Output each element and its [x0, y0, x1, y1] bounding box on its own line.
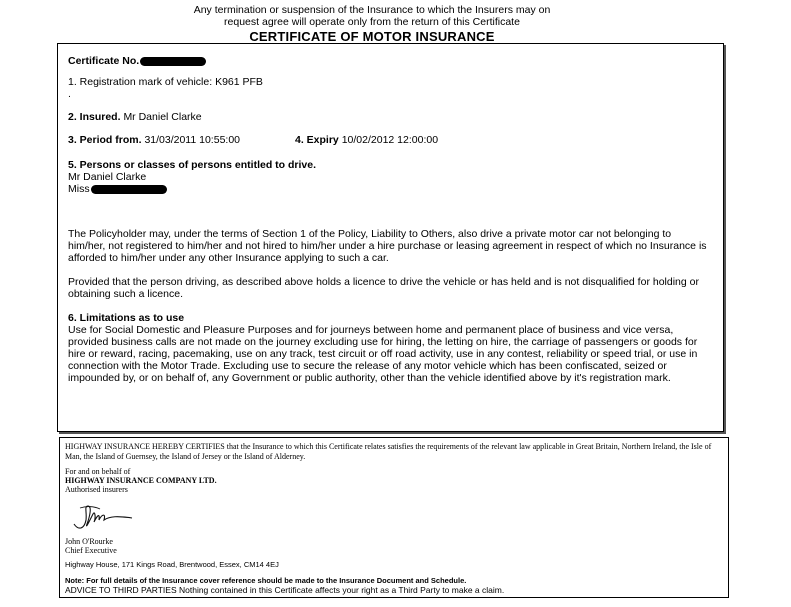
limitations-line: provided business calls are not made on the journey excluding use for hiring, the letting on hire, the carriage of passengers or goods for [68, 336, 698, 348]
policyholder-paragraph [68, 228, 718, 264]
termination-notice [0, 4, 744, 28]
certificate-title: CERTIFICATE OF MOTOR INSURANCE [249, 29, 495, 44]
licence-paragraph [68, 276, 718, 300]
para1-line: him/her, not registered to him/her and not hired to him/her under a hire purchase or leasing agreement in respect of which no Insurance is [68, 240, 707, 252]
registration-value: K961 PFB [215, 76, 263, 88]
limitations-line: impounded by, or on behalf of, any Government or public authority, other than the vehicle identified above by it's registration mark. [68, 372, 671, 384]
para1-line: afforded to him/her under any other Insurance applying to such a car. [68, 252, 389, 264]
limitations-line: hire or reward, racing, pacemaking, use on any track, test circuit or off road activity, use in any contest, reliability or speed trial, or use in [68, 348, 698, 360]
person-1: Mr Daniel Clarke [68, 171, 147, 183]
notice-line-1: Any termination or suspension of the Insurance to which the Insurers may on [193, 4, 551, 16]
persons-label: 5. Persons or classes of persons entitled to drive. [68, 159, 317, 171]
signature-image [66, 500, 138, 534]
limitations-line: connection with the Motor Trade. Excluding use to secure the release of any motor vehicle which has been confiscated, seized or [68, 360, 667, 372]
period-label: 3. Period from. [68, 134, 142, 146]
person-2-prefix: Miss [68, 183, 90, 195]
stray-dot: . [68, 88, 71, 100]
person-2-row [68, 183, 167, 195]
third-party-advice: ADVICE TO THIRD PARTIES Nothing contained in this Certificate affects your right as a Third Party to make a claim. [65, 585, 505, 595]
para1-line: The Policyholder may, under the terms of Section 1 of the Policy, Liability to Others, also drive a private motor car not belonging to [68, 228, 672, 240]
notice-line-2: request agree will operate only from the return of this Certificate [224, 16, 520, 28]
limitations-section [68, 312, 718, 384]
signatory-name: John O'Rourke [65, 537, 113, 546]
limitations-line: Use for Social Domestic and Pleasure Purposes and for journeys between home and permanent place of business and vice versa, [68, 324, 674, 336]
redacted-certificate-number [140, 57, 206, 66]
para2-line: obtaining such a licence. [68, 288, 183, 300]
insured-label: 2. Insured. [68, 111, 121, 123]
company-name: HIGHWAY INSURANCE COMPANY LTD. [65, 476, 217, 485]
insurer-address: Highway House, 171 Kings Road, Brentwood, Essex, CM14 4EJ [65, 560, 279, 569]
certificate-number-row [68, 55, 206, 67]
period-value: 31/03/2011 10:55:00 [144, 134, 240, 146]
insured-row [68, 111, 202, 123]
certification-statement [65, 442, 725, 461]
registration-row [68, 76, 263, 88]
certification-line: Man, the Island of Guernsey, the Island of Jersey or the Island of Alderney. [65, 451, 306, 461]
certification-line: HIGHWAY INSURANCE HEREBY CERTIFIES that the Insurance to which this Certificate relates satisfies the requirements of the relevant law applicable in Great Britain, Northern Ireland, the Isle of [65, 442, 712, 451]
limitations-heading: 6. Limitations as to use [68, 312, 185, 324]
period-row [68, 134, 240, 146]
expiry-row [295, 134, 438, 146]
cover-note: Note: For full details of the Insurance cover reference should be made to the Insurance Document and Schedule. [65, 576, 467, 585]
insurer-certification-box [59, 437, 729, 598]
para2-line: Provided that the person driving, as described above holds a licence to drive the vehicle or has held and is not disqualified for holding or [68, 276, 699, 288]
behalf-text: For and on behalf of [65, 467, 131, 476]
redacted-person-2-name [91, 185, 167, 194]
authorised-text: Authorised insurers [65, 485, 128, 494]
registration-label: 1. Registration mark of vehicle: [68, 76, 213, 88]
expiry-value: 10/02/2012 12:00:00 [341, 134, 439, 146]
signatory-role: Chief Executive [65, 546, 117, 555]
certificate-details-box [57, 43, 724, 432]
insured-value: Mr Daniel Clarke [123, 111, 202, 123]
expiry-label: 4. Expiry [295, 134, 339, 146]
certificate-number-label: Certificate No. [68, 55, 140, 67]
